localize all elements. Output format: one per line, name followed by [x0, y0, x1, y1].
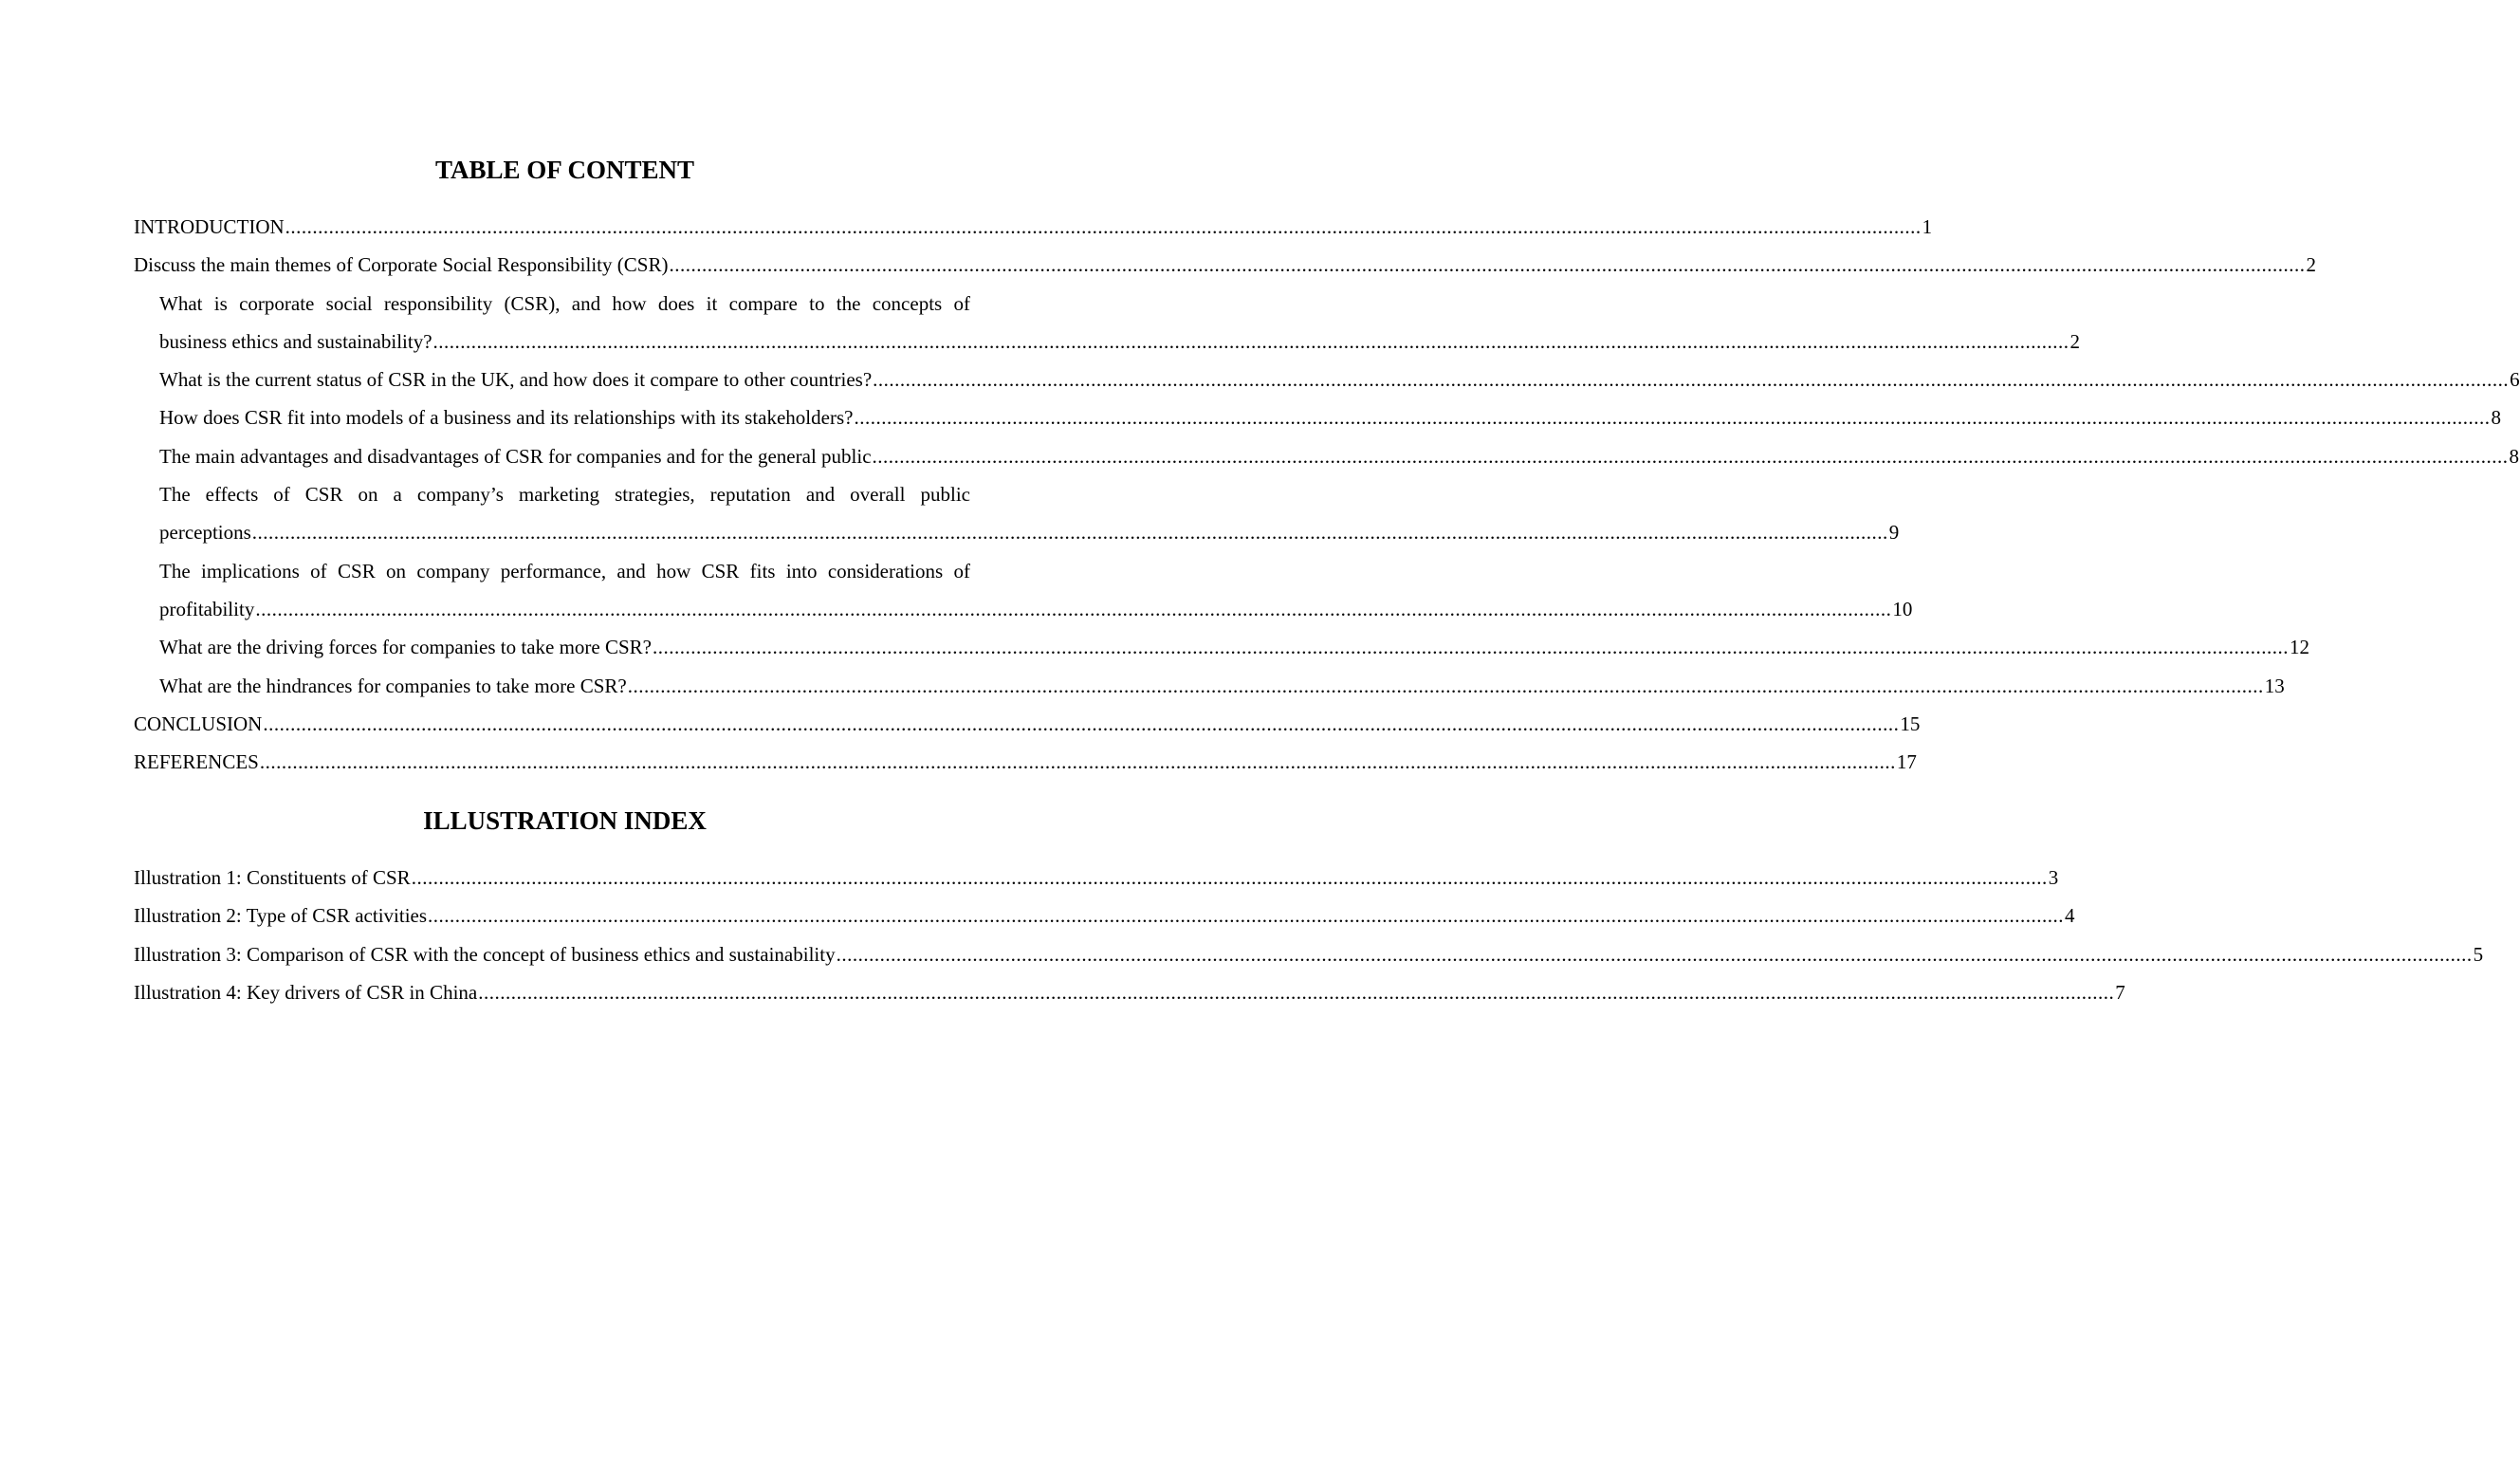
dot-leader: ............................................................................................................................................................................................................................................................................................................: [259, 750, 1896, 774]
toc-page-number: 8: [2491, 406, 2501, 430]
toc-entry-driving-forces[interactable]: [159, 628, 2309, 666]
illustration-page-number: 3: [2048, 866, 2059, 889]
illustration-entry-text: Illustration 2: Type of CSR activities: [134, 904, 428, 928]
dot-leader: ............................................................................................................................................................................................................................................................................................................: [255, 597, 1892, 620]
toc-entry-implications-performance[interactable]: [159, 552, 1913, 629]
dot-leader: ............................................................................................................................................................................................................................................................................................................: [478, 980, 2115, 1004]
toc-page-number: 13: [2264, 674, 2285, 697]
toc-entry-conclusion[interactable]: [134, 705, 1921, 743]
toc-page-number: 1: [1922, 215, 1933, 238]
toc-entry-text: How does CSR fit into models of a business and its relationships with its stakeholders?: [159, 406, 854, 430]
toc-entry-text: What are the hindrances for companies to take more CSR?: [159, 674, 627, 697]
toc-entry-text: business ethics and sustainability?: [159, 329, 432, 353]
toc-entry-text: REFERENCES: [134, 750, 259, 774]
toc-entry-advantages[interactable]: [159, 437, 2520, 475]
illustration-entry-text: Illustration 4: Key drivers of CSR in China: [134, 980, 478, 1004]
toc-entry-text-line1: What is corporate social responsibility (CSR), and how does it compare to the concepts of: [159, 291, 970, 315]
toc-entry-text: The main advantages and disadvantages of CSR for companies and for the general public: [159, 444, 872, 468]
toc-entry-text: What is the current status of CSR in the UK, and how does it compare to other countries?: [159, 368, 873, 392]
toc-entry-text-line1: The implications of CSR on company performance, and how CSR fits into considerations of: [159, 559, 970, 583]
illustration-index-list: [134, 859, 2484, 1011]
toc-entry-what-is-csr[interactable]: [159, 285, 2081, 361]
toc-entry-text: perceptions: [159, 521, 251, 545]
toc-entry-main-themes[interactable]: [134, 246, 2316, 284]
toc-entry-hindrances[interactable]: [159, 667, 2285, 705]
toc-page-number: 2: [2306, 253, 2316, 277]
toc-entry-effects-marketing[interactable]: [159, 475, 1900, 552]
illustration-entry-4[interactable]: [134, 973, 2125, 1011]
dot-leader: ............................................................................................................................................................................................................................................................................................................: [872, 444, 2509, 468]
toc-entry-text: Discuss the main themes of Corporate Social Responsibility (CSR): [134, 253, 669, 277]
toc-entry-business-models[interactable]: [159, 398, 2501, 436]
dot-leader: ............................................................................................................................................................................................................................................................................................................: [669, 253, 2306, 277]
dot-leader: ............................................................................................................................................................................................................................................................................................................: [653, 636, 2289, 659]
illustration-index-heading: ILLUSTRATION INDEX: [423, 806, 707, 835]
illustration-entry-text: Illustration 1: Constituents of CSR: [134, 866, 411, 889]
toc-page-number: 2: [2069, 329, 2081, 353]
toc-page-number: 12: [2290, 636, 2309, 659]
toc-page-number: 10: [1892, 597, 1913, 620]
toc-entry-text: profitability: [159, 597, 255, 620]
toc-page-number: 17: [1896, 750, 1917, 774]
illustration-entry-2[interactable]: [134, 897, 2075, 934]
dot-leader: ............................................................................................................................................................................................................................................................................................................: [836, 942, 2473, 966]
dot-leader: ............................................................................................................................................................................................................................................................................................................: [428, 904, 2065, 928]
toc-page-number: 15: [1900, 712, 1921, 735]
toc-entry-references[interactable]: [134, 743, 1917, 781]
dot-leader: ............................................................................................................................................................................................................................................................................................................: [432, 329, 2069, 353]
illustration-entry-text: Illustration 3: Comparison of CSR with the concept of business ethics and sustainability: [134, 942, 836, 966]
illustration-page-number: 4: [2065, 904, 2075, 928]
dot-leader: ............................................................................................................................................................................................................................................................................................................: [873, 368, 2510, 392]
toc-heading: TABLE OF CONTENT: [434, 156, 695, 184]
toc-page-number: 6: [2510, 368, 2520, 392]
toc-entry-text: What are the driving forces for companies to take more CSR?: [159, 636, 652, 659]
dot-leader: ............................................................................................................................................................................................................................................................................................................: [854, 406, 2491, 430]
dot-leader: ............................................................................................................................................................................................................................................................................................................: [411, 866, 2048, 889]
illustration-entry-3[interactable]: [134, 935, 2484, 973]
toc-entry-text-line1: The effects of CSR on a company’s marketing strategies, reputation and overall public: [159, 483, 970, 507]
dot-leader: ............................................................................................................................................................................................................................................................................................................: [627, 674, 2264, 697]
dot-leader: ............................................................................................................................................................................................................................................................................................................: [285, 215, 1922, 238]
toc-entry-text: INTRODUCTION: [134, 215, 285, 238]
dot-leader: ............................................................................................................................................................................................................................................................................................................: [263, 712, 1900, 735]
toc-entry-introduction[interactable]: [134, 208, 1933, 246]
toc-list: [134, 208, 2520, 781]
toc-page-number: 8: [2509, 444, 2520, 468]
illustration-entry-1[interactable]: [134, 859, 2059, 897]
toc-entry-current-status-uk[interactable]: [159, 361, 2520, 398]
illustration-page-number: 5: [2473, 942, 2484, 966]
illustration-page-number: 7: [2115, 980, 2125, 1004]
dot-leader: ............................................................................................................................................................................................................................................................................................................: [251, 521, 1888, 545]
toc-entry-text: CONCLUSION: [134, 712, 263, 735]
toc-page-number: 9: [1888, 521, 1900, 545]
